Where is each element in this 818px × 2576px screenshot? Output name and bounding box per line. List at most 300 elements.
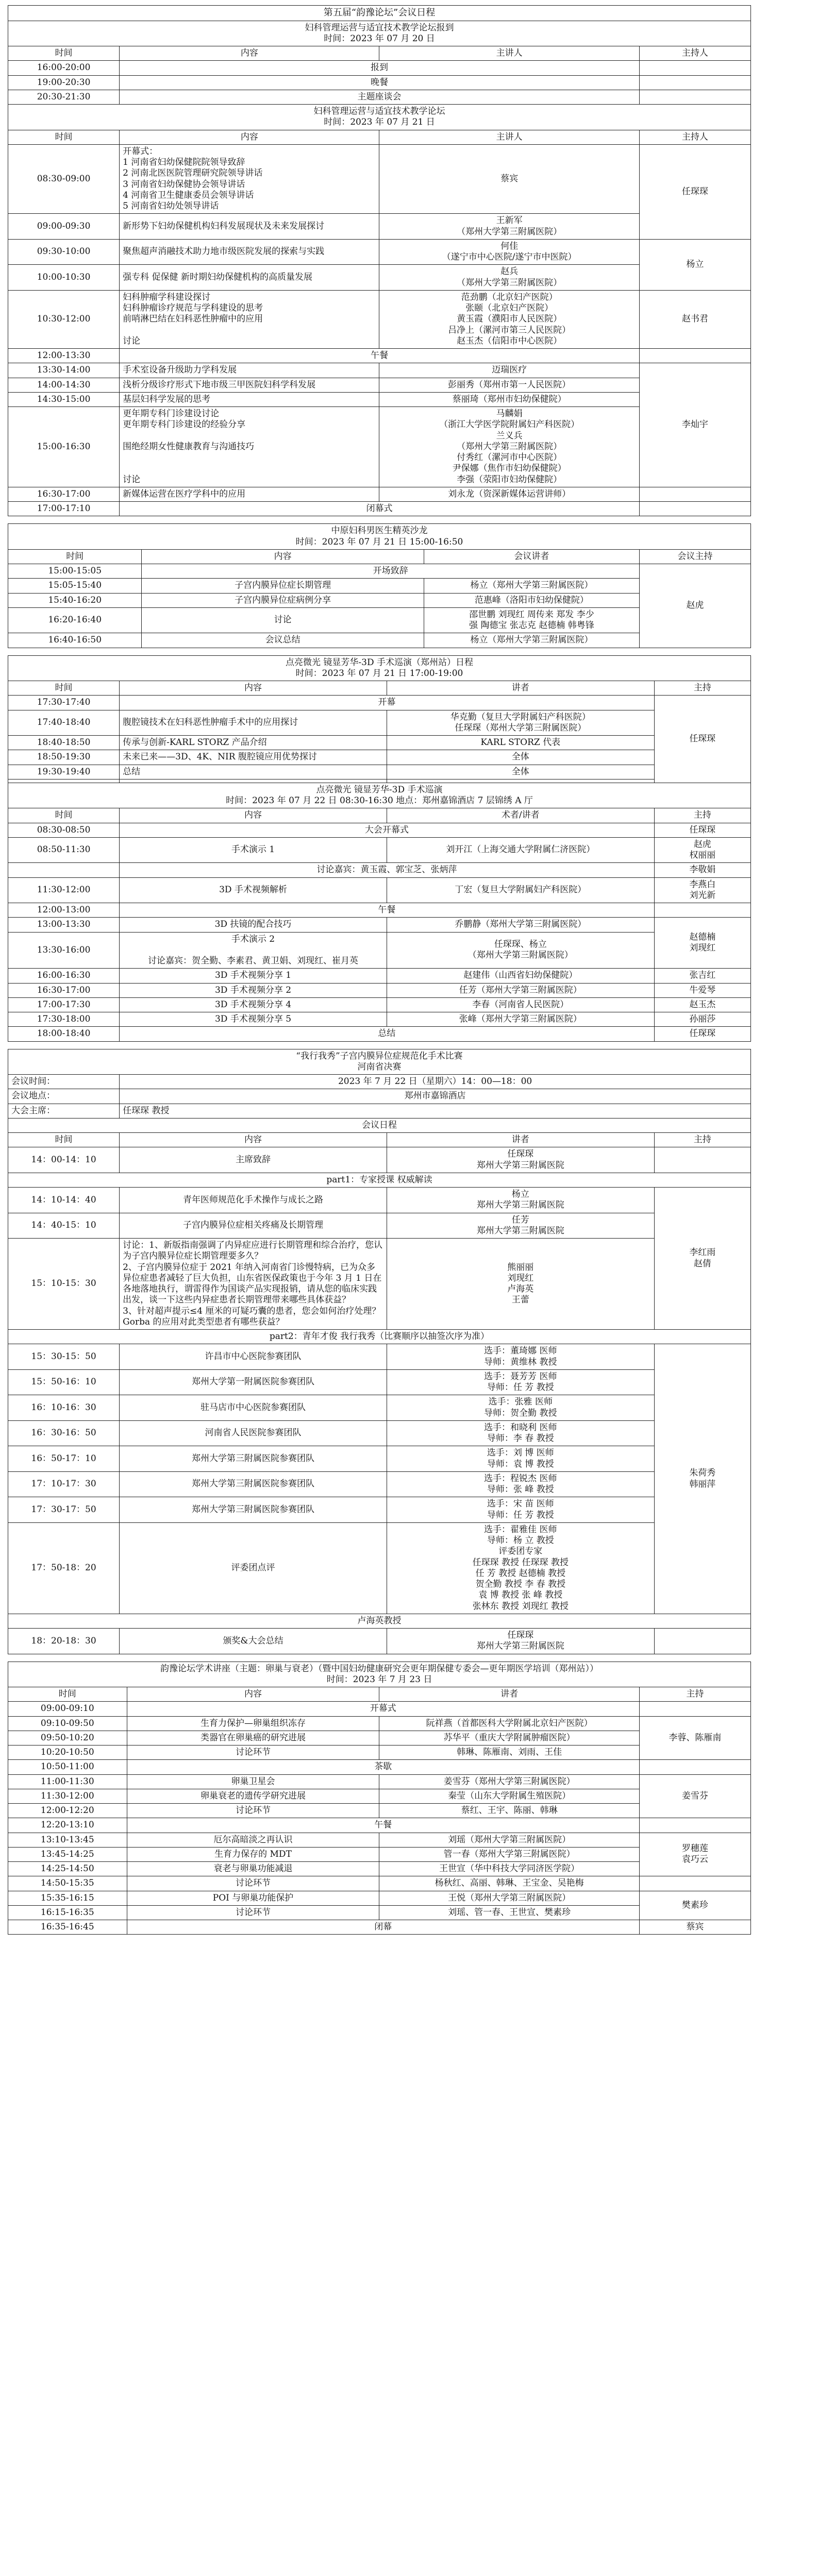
cell: 12:00-13:00 [8,903,120,918]
cell: 任芳 郑州大学第三附属医院 [387,1213,654,1239]
cell: 时间 [8,549,142,564]
cell: 杨立 [639,239,750,290]
cell: 刘永龙（资深新媒体运营讲师） [379,487,639,501]
schedule-row [8,918,751,932]
cell: 基层妇科学发展的思考 [120,392,379,406]
schedule-row [8,1920,751,1935]
cell: 朱荷秀 韩丽萍 [654,1344,750,1614]
cell: 讲者 [387,681,654,696]
cell: 类器官在卵巢癌的研究进展 [127,1731,379,1745]
sub-row [8,1173,751,1187]
schedule-row [8,837,751,863]
cell: 时间 [8,1687,127,1702]
cell: 郑州大学第三附属医院参赛团队 [120,1497,387,1523]
cell: 14:00-14:30 [8,378,120,392]
sub-row [8,1614,751,1628]
cell: 手术演示 1 [120,837,387,863]
cell: 17:00-17:30 [8,997,120,1012]
cell: 16:20-16:40 [8,607,142,633]
cell: 河南省人民医院参赛团队 [120,1420,387,1446]
cell: 蔡丽琦（郑州市妇幼保健院） [379,392,639,406]
cell: 生育力保存的 MDT [127,1847,379,1861]
schedule-row [8,903,751,918]
cell: 蔡宾 [379,144,639,214]
cell [654,1147,750,1173]
schedule-row [8,1420,751,1446]
cell: 范劲鹏（北京妇产医院） 张颐（北京妇产医院） 黄玉霞（濮阳市人民医院） 吕净上（漯河市第三人民医院） 赵玉杰（信阳市中心医院） [379,290,639,348]
cell: 10:30-12:00 [8,290,120,348]
hdr-row [8,681,751,696]
cell: 杨立（郑州大学第三附属医院） [424,579,639,593]
cell: 讨论：1、新版指南强调了内异症应进行长期管理和综合治疗，您认为子宫内膜异位症长期管理要多久？ 2、子宫内膜异位症于 2021 年纳入河南省门诊慢特病，已为众多异位症患者减轻了巨大负担，山东省医保政策也于今年 3 月 1 日在各地落地执行，谓雷得作为国谈产品实现报销，请从您的临床实践出发，谈一下这些内异症患者长期管理带来哪些具体获益？ 3、针对超声提示≤4 厘米的可疑巧囊的患者，您会如何治疗处理？Gorba 的应用对此类型患者有哪些获益？ [120,1239,387,1330]
cell [387,779,654,783]
cell: 14:30-15:00 [8,392,120,406]
schedule-row [8,75,751,90]
schedule-row [8,349,751,363]
cell: 讲者 [387,1133,654,1147]
cell: 选手：程锐杰 医师 导师：张 峰 教授 [387,1471,654,1497]
cell: 全体 [387,750,654,765]
cell: 主持 [654,808,750,823]
schedule-row [8,863,751,877]
hdr-row [8,1133,751,1147]
cell [8,779,120,783]
cell: 讨论环节 [127,1876,379,1891]
cell: 华克勤（复旦大学附属妇产科医院） 任琛琛（郑州大学第三附属医院） [387,710,654,736]
cell: 会议时间： [8,1075,120,1089]
cell: 13:45-14:25 [8,1847,127,1861]
cell: 熊丽丽 刘现红 卢海英 王蕾 [387,1239,654,1330]
cell: 13:30-16:00 [8,932,120,969]
cell: 16:30-17:00 [8,983,120,997]
cell: 强专科 促保健 新时期妇幼保健机构的高质量发展 [120,265,379,291]
cell: 午餐 [120,903,655,918]
cell: 李春（河南省人民医院） [387,997,654,1012]
cell: 17:30-18:00 [8,1012,120,1027]
schedule-table-t5 [8,1662,751,1935]
cell: 更年期专科门诊建设讨论 更年期专科门诊建设的经验分享 围绝经期女性健康教育与沟通技巧 讨论 [120,407,379,487]
cell: 丁宏（复旦大学附属妇产科医院） [387,877,654,903]
cell: 15：50-16：10 [8,1369,120,1395]
schedule-row [8,1522,751,1614]
cell: 16：10-16：30 [8,1395,120,1421]
cell: 闭幕式 [120,502,640,516]
cell: 时间 [8,1133,120,1147]
schedule-row [8,564,751,579]
cell: 子宫内膜异位症长期管理 [142,579,424,593]
sub-row [8,1662,751,1687]
schedule-row [8,144,751,214]
schedule-row [8,983,751,997]
cell: 开幕式 [127,1702,639,1716]
cell: 赵建伟（山西省妇幼保健院） [387,969,654,983]
cell [639,90,750,104]
cell: 19:00-20:30 [8,75,120,90]
cell: 11:30-12:00 [8,877,120,903]
schedule-row [8,736,751,750]
cell: 10:20-10:50 [8,1745,127,1760]
cell: 韵豫论坛学术讲座（主题：卵巢与衰老）（暨中国妇幼健康研究会更年期保健专委会—更年期医学培训（郑州站）） 时间：2023 年 7 月 23 日 [8,1662,751,1687]
cell: 任琛琛 [654,696,750,783]
cell: 12:20-13:10 [8,1818,127,1833]
cell: 赵玉杰 [654,997,750,1012]
schedule-row [8,1012,751,1027]
schedule-row [8,90,751,104]
cell: 内容 [120,808,387,823]
cell: 09:00-09:30 [8,214,120,240]
cell: 李敬娟 [654,863,750,877]
cell: 内容 [120,1133,387,1147]
cell: 时间 [8,130,120,144]
cell: 任芳（郑州大学第三附属医院） [387,983,654,997]
title-row [8,6,751,21]
cell: 13:30-14:00 [8,363,120,378]
cell: 新形势下妇幼保健机构妇科发展现状及未来发展探讨 [120,214,379,240]
blank-row [8,779,751,783]
cell [8,863,120,877]
cell: 总结 [120,1027,655,1041]
cell: 马麟娟 （浙江大学医学院附属妇产科医院） 兰义兵 （郑州大学第三附属医院） 付秀红（漯河市中心医院） 尹保娜（焦作市妇幼保健院） 李强（荥阳市妇幼保健院） [379,407,639,487]
cell: 20:30-21:30 [8,90,120,104]
cell: 15：30-15：50 [8,1344,120,1370]
schedule-row [8,932,751,969]
cell: 任琛琛 郑州大学第三附属医院 [387,1629,654,1654]
cell: 传承与创新-KARL STORZ 产品介绍 [120,736,387,750]
cell: 3D 扶镜的配合技巧 [120,918,387,932]
schedule-row [8,1833,751,1847]
cell: 点亮微光 镜显芳华-3D 手术巡演（郑州站）日程 时间：2023 年 07 月 21 日 17:00-19:00 [8,655,751,681]
cell: 新媒体运营在医疗学科中的应用 [120,487,379,501]
cell: 孙丽莎 [654,1012,750,1027]
cell: 第五届“韵豫论坛”会议日程 [8,6,751,21]
schedule-row [8,1104,751,1118]
cell: 聚焦超声消融技术助力地市级医院发展的探索与实践 [120,239,379,265]
cell: 郑州大学第一附属医院参赛团队 [120,1369,387,1395]
cell: 范惠峰（洛阳市妇幼保健院） [424,593,639,607]
cell: 苏华平（重庆大学附属肿瘤医院） [379,1731,639,1745]
schedule-row [8,1188,751,1213]
cell: 09:50-10:20 [8,1731,127,1745]
schedule-row [8,363,751,378]
cell: 17:40-18:40 [8,710,120,736]
cell: 08:30-08:50 [8,823,120,837]
cell: 16:00-16:30 [8,969,120,983]
cell: 主持人 [639,130,750,144]
cell: part1：专家授课 权威解读 [8,1173,751,1187]
cell: 茶歇 [127,1760,639,1774]
cell: 刘瑶、管一春、王世宣、樊素珍 [379,1905,639,1920]
schedule-row [8,1760,751,1774]
cell: 卵巢卫星会 [127,1774,379,1789]
cell: 中原妇科男医生精英沙龙 时间：2023 年 07 月 21 日 15:00-16:50 [8,524,751,550]
cell: 任琛琛、杨立 （郑州大学第三附属医院） [387,932,654,969]
cell: 选手：刘 博 医师 导师：袁 博 教授 [387,1446,654,1472]
schedule-row [8,1369,751,1395]
cell: 赵德楠 刘现红 [654,918,750,969]
sub-row [8,1330,751,1344]
cell: 妇科管理运营与适宜技术教学论坛 时间：2023 年 07 月 21 日 [8,105,751,130]
cell [639,502,750,516]
schedule-row [8,696,751,710]
cell: 青年医师规范化手术操作与成长之路 [120,1188,387,1213]
cell: 内容 [142,549,424,564]
cell [654,1629,750,1654]
cell: 16：30-16：50 [8,1420,120,1446]
schedule-row [8,1027,751,1041]
cell [639,1818,750,1833]
cell: 17：50-18：20 [8,1522,120,1614]
cell: 赵虎 [639,564,750,648]
cell [639,75,750,90]
cell: 樊素珍 [639,1891,750,1920]
cell: 驻马店市中心医院参赛团队 [120,1395,387,1421]
cell: 妇科管理运营与适宜技术教学论坛报到 时间：2023 年 07 月 20 日 [8,21,751,46]
cell: 迈瑞医疗 [379,363,639,378]
schedule-row [8,750,751,765]
cell: 14：00-14：10 [8,1147,120,1173]
cell: 会议讲者 [424,549,639,564]
cell: 16:30-17:00 [8,487,120,501]
cell: 16:15-16:35 [8,1905,127,1920]
cell: 术者/讲者 [387,808,654,823]
cell: 报到 [120,61,640,75]
cell: 妇科肿瘤学科建设探讨 妇科肿瘤诊疗规范与学科建设的思考 前哨淋巴结在妇科恶性肿瘤中的应用 讨论 [120,290,379,348]
schedule-row [8,877,751,903]
cell: 09:10-09:50 [8,1716,127,1731]
cell: 会议地点： [8,1089,120,1104]
schedule-row [8,1471,751,1497]
cell: 08:50-11:30 [8,837,120,863]
cell: 蔡红、王宇、陈丽、韩琳 [379,1804,639,1818]
cell: 管一春（郑州大学第三附属医院） [379,1847,639,1861]
sub-row [8,1118,751,1132]
cell: 11:00-11:30 [8,1774,127,1789]
cell: 腹腔镜技术在妇科恶性肿瘤手术中的应用探讨 [120,710,387,736]
hdr-row [8,808,751,823]
cell: 王悦（郑州大学第三附属医院） [379,1891,639,1905]
cell [639,61,750,75]
cell: 讨论 [142,607,424,633]
hdr-row [8,549,751,564]
schedule-row [8,765,751,779]
cell: 邵世鹏 刘现红 周传来 郑发 李少 强 陶德宝 张志克 赵德楠 韩粤锋 [424,607,639,633]
cell: 3D 手术视频分享 4 [120,997,387,1012]
cell: 主持 [654,681,750,696]
cell: 午餐 [120,349,640,363]
cell: 09:00-09:10 [8,1702,127,1716]
cell: 时间 [8,46,120,61]
cell: 张吉红 [654,969,750,983]
cell: 内容 [120,681,387,696]
cell: 杨立（郑州大学第三附属医院） [424,633,639,648]
cell: 衰老与卵巢功能减退 [127,1862,379,1876]
hdr-row [8,1687,751,1702]
cell: 主题座谈会 [120,90,640,104]
cell: 杨秋红、高丽、韩琳、王宝金、吴艳梅 [379,1876,639,1891]
cell: 选手：翟雅佳 医师 导师：杨 立 教授 评委团专家 任琛琛 教授 任琛琛 教授 任 芳 教授 赵德楠 教授 贺全勤 教授 李 春 教授 袁 博 教授 张 峰 教授 张林东 教授 刘现红 教授 [387,1522,654,1614]
cell: 蔡宾 [639,1920,750,1935]
hdr-row [8,130,751,144]
cell: 3D 手术视频分享 2 [120,983,387,997]
cell: 16:40-16:50 [8,633,142,648]
cell: 阮祥燕（首都医科大学附属北京妇产医院） [379,1716,639,1731]
cell: 总结 [120,765,387,779]
cell: 王世宣（华中科技大学同济医学院） [379,1862,639,1876]
cell: 16:00-20:00 [8,61,120,75]
cell: 大会开幕式 [120,823,655,837]
schedule-row [8,1075,751,1089]
schedule-row [8,1702,751,1716]
cell: 郑州大学第三附属医院参赛团队 [120,1471,387,1497]
schedule-row [8,1891,751,1905]
schedule-row [8,61,751,75]
schedule-row [8,487,751,501]
cell: 14：40-15：10 [8,1213,120,1239]
cell: 选手：董琦娜 医师 导师：黄维林 教授 [387,1344,654,1370]
cell: 颁奖&大会总结 [120,1629,387,1654]
cell [120,779,387,783]
cell: 讲者 [379,1687,639,1702]
hdr-row [8,46,751,61]
schedule-row [8,1395,751,1421]
cell: 浅析分级诊疗形式下地市级三甲医院妇科学科发展 [120,378,379,392]
cell: 李蓉、陈雁南 [639,1716,750,1760]
cell: 郑州大学第三附属医院参赛团队 [120,1446,387,1472]
cell: 内容 [127,1687,379,1702]
cell: 许昌市中心医院参赛团队 [120,1344,387,1370]
sub-row [8,524,751,550]
cell [639,349,750,363]
schedule-row [8,710,751,736]
cell: 罗穗莲 袁巧云 [639,1833,750,1876]
cell: 3D 手术视频分享 5 [120,1012,387,1027]
cell: 时间 [8,681,120,696]
cell: 手术演示 2 讨论嘉宾：贺全勤、李素君、黄卫娟、刘现红、崔月英 [120,932,387,969]
cell: 14：10-14：40 [8,1188,120,1213]
cell: 晚餐 [120,75,640,90]
cell: 讨论环节 [127,1804,379,1818]
cell [639,1876,750,1891]
schedule-row [8,1213,751,1239]
cell: 主持人 [639,46,750,61]
cell: 主讲人 [379,130,639,144]
schedule-row [8,1629,751,1654]
schedule-table-t1 [8,5,751,516]
cell: 卢海英教授 [8,1614,751,1628]
cell: 会议日程 [8,1118,751,1132]
cell: 讨论嘉宾：黄玉霞、郭宝芝、张炳萍 [120,863,655,877]
cell: 子宫内膜异位症病例分享 [142,593,424,607]
cell: 09:30-10:00 [8,239,120,265]
cell: 主持 [639,1687,750,1702]
cell: KARL STORZ 代表 [387,736,654,750]
cell: 卵巢衰老的遗传学研究进展 [127,1789,379,1803]
cell: 开幕式： 1 河南省妇幼保健院院领导致辞 2 河南北医医院管理研究院领导讲话 3 河南省妇幼保健协会领导讲话 4 河南省卫生健康委员会领导讲话 5 河南省妇幼处领导讲话 [120,144,379,214]
cell: 李红雨 赵倩 [654,1188,750,1330]
schedule-row [8,1089,751,1104]
schedule-row [8,1818,751,1833]
cell: 赵虎 权丽丽 [654,837,750,863]
cell: 点亮微光 镜显芳华-3D 手术巡演 时间：2023 年 07 月 22 日 08:30-16:30 地点：郑州嘉锦酒店 7 层锦绣 A 厅 [8,783,751,808]
schedule-row [8,1446,751,1472]
cell: 18:40-18:50 [8,736,120,750]
cell: 3D 手术视频分享 1 [120,969,387,983]
schedule-row [8,1239,751,1330]
cell [639,1760,750,1774]
cell: 讨论环节 [127,1745,379,1760]
cell: 午餐 [127,1818,639,1833]
cell: 15：10-15：30 [8,1239,120,1330]
cell: 17：10-17：30 [8,1471,120,1497]
cell: 10:00-10:30 [8,265,120,291]
cell: 郑州市嘉锦酒店 [120,1089,751,1104]
cell: 主席致辞 [120,1147,387,1173]
cell: 12:00-13:30 [8,349,120,363]
cell: 评委团点评 [120,1522,387,1614]
schedule-row [8,1716,751,1731]
cell: 17：30-17：50 [8,1497,120,1523]
cell: 12:00-12:20 [8,1804,127,1818]
cell: 16:35-16:45 [8,1920,127,1935]
cell: 开场致辞 [142,564,639,579]
cell: 13:00-13:30 [8,918,120,932]
cell: 杨立 郑州大学第三附属医院 [387,1188,654,1213]
cell: 选手：和晓利 医师 导师：李 春 教授 [387,1420,654,1446]
cell: 主讲人 [379,46,639,61]
cell: 15:05-15:40 [8,579,142,593]
cell: 时间 [8,808,120,823]
cell: 3D 手术视频解析 [120,877,387,903]
cell: 14:50-15:35 [8,1876,127,1891]
schedule-row [8,1147,751,1173]
cell: 开幕 [120,696,655,710]
schedule-row [8,969,751,983]
cell: 会议主持 [639,549,750,564]
cell: 15:40-16:20 [8,593,142,607]
cell: 2023 年 7 月 22 日（星期六）14：00—18：00 [120,1075,751,1089]
cell: 何佳 （遂宁市中心医院/遂宁市中医院） [379,239,639,265]
cell: 刘瑶（郑州大学第三附属医院） [379,1833,639,1847]
cell: 刘开江（上海交通大学附属仁济医院） [387,837,654,863]
schedule-table-t4 [8,1049,751,1654]
cell: 13:10-13:45 [8,1833,127,1847]
cell: 选手：宋 苗 医师 导师：任 芳 教授 [387,1497,654,1523]
cell: 18:00-18:40 [8,1027,120,1041]
cell: 内容 [120,46,379,61]
cell [639,1702,750,1716]
cell [639,487,750,501]
cell: 17:00-17:10 [8,502,120,516]
cell: 11:30-12:00 [8,1789,127,1803]
cell: 任琛琛 [639,144,750,239]
cell: 选手：聂芳芳 医师 导师：任 芳 教授 [387,1369,654,1395]
schedule-row [8,239,751,265]
cell: part2：青年才俊 我行我秀（比赛顺序以抽签次序为准） [8,1330,751,1344]
sub-row [8,105,751,130]
schedule-row [8,1344,751,1370]
cell: 主持 [654,1133,750,1147]
cell: 选手：张雅 医师 导师：贺全勤 教授 [387,1395,654,1421]
cell: 大会主席： [8,1104,120,1118]
cell: 牛爱琴 [654,983,750,997]
cell: 讨论环节 [127,1905,379,1920]
cell: 未来已来——3D、4K、NIR 腹腔镜应用优势探讨 [120,750,387,765]
cell: 会议总结 [142,633,424,648]
cell: 李燕白 刘光新 [654,877,750,903]
cell: 15:00-16:30 [8,407,120,487]
schedule-row [8,502,751,516]
cell: 子宫内膜异位症相关疼痛及长期管理 [120,1213,387,1239]
